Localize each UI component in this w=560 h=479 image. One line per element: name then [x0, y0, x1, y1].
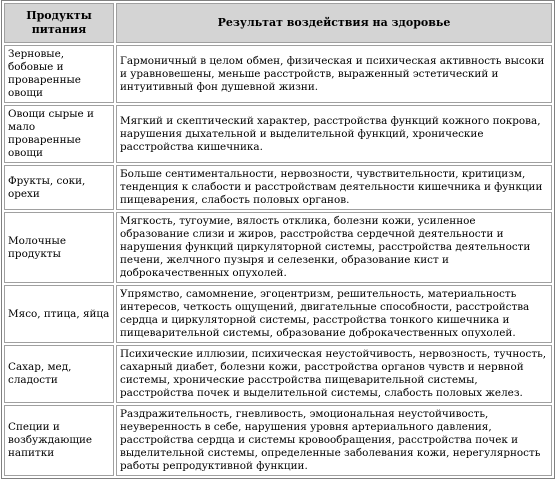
table-row [4, 105, 552, 163]
product-cell: Мясо, птица, яйца [4, 285, 114, 343]
effect-cell: Мягкий и скептический характер, расстройства функций кожного покрова, нарушения дыхательной и выделительной функций, хронические расстройства кишечника. [116, 105, 552, 163]
effect-cell: Раздражительность, гневливость, эмоциональная неустойчивость, неуверенность в себе, нарушения уровня артериального давления, расстройства сердца и системы кровообращения, расстройства почек и выделительной системы, определенные заболевания кожи, нерегулярность работы репродуктивной функции. [116, 405, 552, 476]
product-cell: Овощи сырые и мало проваренные овощи [4, 105, 114, 163]
table-row [4, 405, 552, 476]
column-header-products: Продукты питания [4, 3, 114, 43]
table-row [4, 212, 552, 283]
product-cell: Молочные продукты [4, 212, 114, 283]
product-cell: Специи и возбуждающие напитки [4, 405, 114, 476]
table-row [4, 345, 552, 403]
effect-cell: Мягкость, тугоумие, вялость отклика, болезни кожи, усиленное образование слизи и жиров, расстройства сердечной деятельности и нарушения функций циркуляторной системы, расстройства деятельности печени, желчного пузыря и селезенки, образование кист и доброкачественных опухолей. [116, 212, 552, 283]
column-header-effect: Результат воздействия на здоровье [116, 3, 552, 43]
nutrition-health-table [1, 0, 555, 479]
table-row [4, 285, 552, 343]
product-cell: Сахар, мед, сладости [4, 345, 114, 403]
effect-cell: Больше сентиментальности, нервозности, чувствительности, критицизм, тенденция к слабости и расстройствам деятельности кишечника и функции пищеварения, слабость половых органов. [116, 165, 552, 210]
table-row [4, 45, 552, 103]
table-row [4, 165, 552, 210]
effect-cell: Гармоничный в целом обмен, физическая и психическая активность высоки и уравновешены, меньше расстройств, выраженный эстетический и интуитивный фон душевной жизни. [116, 45, 552, 103]
effect-cell: Упрямство, самомнение, эгоцентризм, решительность, материальность интересов, четкость ощущений, двигательные способности, расстройства сердца и циркуляторной системы, расстройства тонкого кишечника и пищеварительной системы, образование доброкачественных опухолей. [116, 285, 552, 343]
product-cell: Зерновые, бобовые и проваренные овощи [4, 45, 114, 103]
table-header-row [4, 3, 552, 43]
effect-cell: Психические иллюзии, психическая неустойчивость, нервозность, тучность, сахарный диабет, болезни кожи, расстройства органов чувств и нервной системы, хронические расстройства пищеварительной системы, расстройства почек и выделительной системы, слабость половых желез. [116, 345, 552, 403]
product-cell: Фрукты, соки, орехи [4, 165, 114, 210]
